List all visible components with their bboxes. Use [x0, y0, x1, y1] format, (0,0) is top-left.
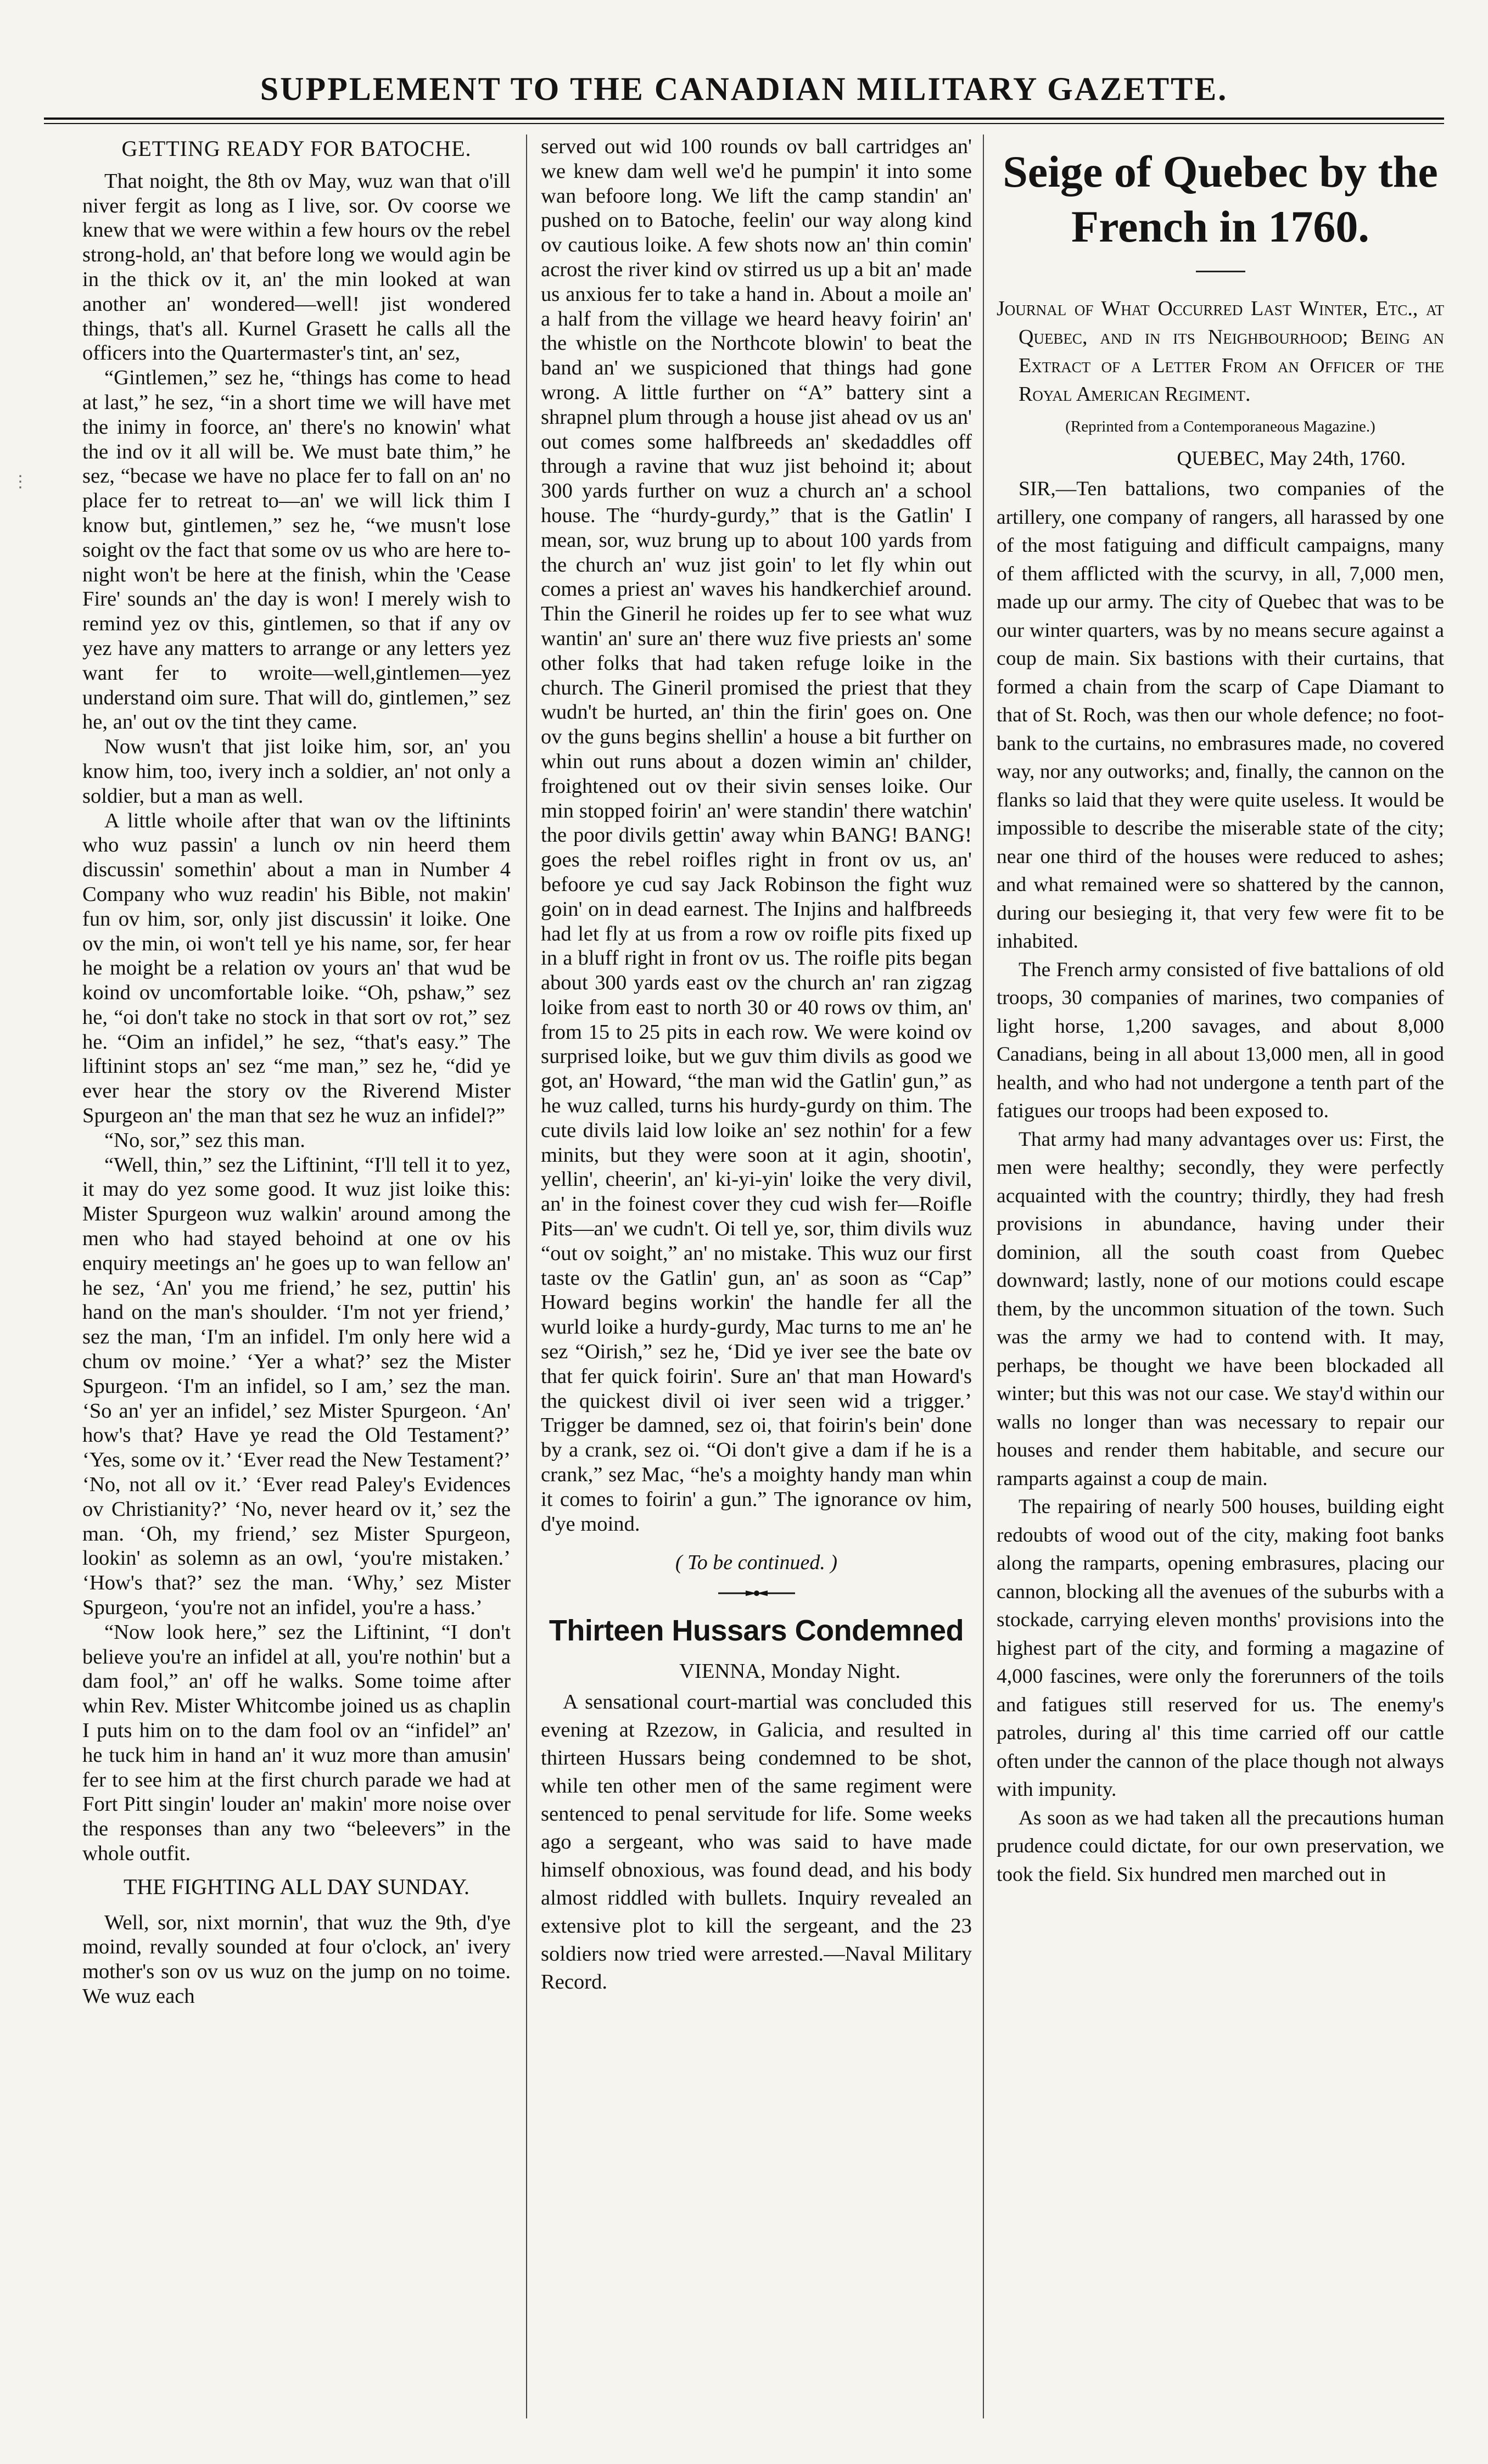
article-title-batoche: GETTING READY FOR BATOCHE. — [121, 136, 472, 161]
paragraph: “No, sor,” sez this man. — [104, 1128, 305, 1152]
column-divider — [526, 135, 527, 2418]
column-3 — [997, 135, 1444, 1889]
paragraph: served out wid 100 rounds ov ball cartridges an' we knew dam well we'd he pumpin' it into some wan befoore long. We lift the camp standin' an' pushed on to Batoche, feelin' our way along kind ov cautious loike. A few shots now an' thin comin' acrost the river kind ov stirred us up a bit an' made us anxious fer to take a hand in. About a moile an' a half from the village we heard heavy foirin' an' the whistle on the Northcote blowin' to beat the band an' we suspicioned that things had gone wrong. A little further on “A” battery sint a shrapnel plum through a house jist ahead ov us an' out comes some halfbreeds an' skedaddles off through a ravine that wuz jist behoind it; about 300 yards further on wuz a church an' a school house. The “hurdy-gurdy,” that is the Gatlin' I mean, sor, wuz brung up to about 100 yards from the church an' wuz jist goin' to let fly whin out comes a priest an' waves his handkerchief around. Thin the Gineril he roides up fer to see what wuz wantin' an' sure an' there wuz five priests an' some other folks that had taken refuge loike in the church. The Gineril promised the priest that they wudn't be hurted, an' thin the firin' goes on. One ov the guns begins shellin' a house a bit further on whin out runs about a dozen wimin an' childer, froightened out ov their sivin senses loike. Our min stopped foirin' an' were standin' there watchin' the poor divils gettin' away whin BANG! BANG! goes the rebel roifles right in front ov us, an' befoore ye cud say Jack Robinson the fight wuz goin' on in dead earnest. The Injins and halfbreeds had let fly at us from a row ov roifle pits fixed up in a bluff right in front ov us. The roifle pits began about 300 yards east ov the church an' ran zigzag loike from east to north 30 or 40 rows ov thim, an' from 15 to 25 pits in each row. We were koind ov surprised loike, but we guv thim divils as good we got, an' Howard, “the man wid the Gatlin' gun,” as he wuz called, turns his hurdy-gurdy on thim. The cute divils laid low loike an' sez nothin' for a few minits, but they were soon at it agin, shootin', yellin', cheerin', an' ki-yi-yin' loike the very divil, an' in the foinest cover they cud wish fer—Roifle Pits—an' we cudn't. Oi tell ye, sor, thim divils wuz “out ov soight,” an' no mistake. This wuz our first taste ov the Gatlin' gun, an' as soon as “Cap” Howard begins workin' the handle fer all the wurld loike a hurdy-gurdy, Mac turns to me an' he sez “Oirish,” sez he, ‘Did ye iver see the bate ov that fer quick foirin'. Sure an' that man Howard's the quickest divil oi iver seen wid a trigger.’ Trigger be damned, sez oi, that foirin's bein' done by a crank, sez oi. “Oi don't give a dam if he is a crank,” sez Mac, “he's a moighty handy man whin it comes to foirin' a gun.” The ignorance ov him, d'ye moind. — [541, 135, 972, 1536]
header-rule — [44, 117, 1444, 120]
column-1 — [82, 135, 511, 2009]
paragraph: A little whoile after that wan ov the liftinints who wuz passin' a lunch ov nin heerd them discussin' somethin' about a man in Number 4 Company who wuz readin' his Bible, not makin' fun ov him, sor, only jist discussin' it loike. One ov the min, oi won't tell ye his name, sor, fer hear he moight be a relation ov yours an' that wud be koind ov uncomfortable loike. “Oh, pshaw,” sez he, “oi don't take no stock in that sort ov rot,” sez he. “Oim an infidel,” he sez, “that's easy.” The liftinint stops an' sez “me man,” sez he, “did ye ever hear the story ov the Riverend Mister Spurgeon an' the man that sez he wuz an infidel?” — [82, 809, 511, 1128]
paragraph: “Well, thin,” sez the Liftinint, “I'll tell it to yez, it may do yez some good. It wuz jist loike this: Mister Spurgeon wuz walkin' around among the men who had stayed behoind at one ov his enquiry meetings an' he goes up to wan fellow an' he sez, ‘An' you me friend,’ he sez, puttin' his hand on the man's shoulder. ‘I'm not yer friend,’ sez the man, ‘I'm an infidel. I'm only here wid a chum ov moine.’ ‘Yer a what?’ sez the Mister Spurgeon. ‘I'm an infidel, so I am,’ sez the man. ‘So an' yer an infidel,’ sez Mister Spurgeon. ‘An' how's that? Have ye read the Old Testament?’ ‘Yes, some ov it.’ ‘Ever read the New Testament?’ ‘No, not all ov it.’ ‘Ever read Paley's Evidences ov Christianity?’ ‘No, never heard ov it,’ sez the man. ‘Oh, my friend,’ sez Mister Spurgeon, lookin' as solemn as an owl, ‘you're mistaken.’ ‘How's that?’ sez the man. ‘Why,’ sez Mister Spurgeon, ‘you're not an infidel, you're a hass.’ — [82, 1153, 511, 1620]
paragraph: The repairing of nearly 500 houses, building eight redoubts of wood out of the city, making foot banks along the ramparts, opening embrasures, placing our cannon, blocking all the avenues of the suburbs with a stockade, carrying eleven months' provisions into the highest part of the city, and forming a magazine of 4,000 fascines, were only the forerunners of the toils and fatigues still reserved for us. The enemy's patroles, during al' this time carried off our cattle often under the cannon of the place though not always with impunity. — [997, 1496, 1444, 1801]
article-title-quebec: Seige of Quebec by the French in 1760. — [1003, 147, 1438, 251]
column-2 — [541, 135, 972, 1996]
paragraph: “Now look here,” sez the Liftinint, “I don't believe you're an infidel at all, you're nothin' but a dam fool,” an' off he walks. Some toime after whin Rev. Mister Whitcombe joined us as chaplin I puts him on to the dam fool ov an “infidel” an' he tuck him in hand an' it wuz more than amusin' fer to see him at the first church parade we had at Fort Pitt singin' louder an' makin' more noise over the responses than any two “beleevers” in the whole outfit. — [82, 1620, 511, 1865]
ornament-divider — [541, 1578, 972, 1603]
paragraph: As soon as we had taken all the precautions human prudence could dictate, for our own preservation, we took the field. Six hundred men marched out in — [997, 1806, 1444, 1886]
paragraph: A sensational court-martial was concluded this evening at Rzezow, in Galicia, and resulted in thirteen Hussars being condemned to be shot, while ten other men of the same regiment were sentenced to penal servitude for life. Some weeks ago a sergeant, who was said to have made himself obnoxious, was found dead, and his body almost riddled with bullets. Inquiry revealed an extensive plot to kill the sergeant, and the 23 soldiers now tried were arrested.—Naval Military Record. — [541, 1690, 972, 1993]
letter-date: QUEBEC, May 24th, 1760. — [1177, 447, 1406, 470]
paragraph: “Gintlemen,” sez he, “things has come to head at last,” he sez, “in a short time we will have met the inimy in foorce, an' there's no knowin' what the ind ov it all will be. We must bate thim,” he sez, “becase we have no place fer to fall on an' no place fer to retreat to—an' we will lick thim I know but, gintlemen,” sez he, “we musn't lose soight ov the fact that some ov us who are here to-night won't be here at the finish, whin the 'Cease Fire' sounds an' the day is won! I merely wish to remind yez ov this, gintlemen, so that if any ov yez have any matters to arrange or any letters yez want fer to wroite—well,gintlemen—yez understand oim sure. That will do, gintlemen,” sez he, an' out ov the tint they came. — [82, 366, 511, 734]
header-rule-thin — [44, 123, 1444, 124]
margin-mark: ⋮ — [12, 473, 29, 491]
dateline: VIENNA, Monday Night. — [679, 1660, 900, 1683]
page-header: SUPPLEMENT TO THE CANADIAN MILITARY GAZETTE. — [260, 71, 1228, 107]
paragraph: SIR,—Ten battalions, two companies of the artillery, one company of rangers, all harassed by one of the most fatiguing and difficult campaigns, many of them afflicted with the scurvy, in all, 7,000 men, made up our army. The city of Quebec that was to be our winter quarters, was by no means secure against a coup de main. Six bastions with their curtains, that formed a chain from the scarp of Cape Diamant to that of St. Roch, was then our whole defence; no foot-bank to the curtains, no embrasures made, no covered way, nor any outworks; and, finally, the cannon on the flanks so laid that they were quite useless. It would be impossible to describe the miserable state of the city; near one third of the houses were reduced to ashes; and what remained were so shattered by the cannon, during our besieging it, that very few were fit to be inhabited. — [997, 478, 1444, 953]
section-title-sunday: THE FIGHTING ALL DAY SUNDAY. — [123, 1874, 470, 1899]
continued-note: ( To be continued. ) — [675, 1551, 838, 1575]
paragraph: Well, sor, nixt mornin', that wuz the 9th, d'ye moind, revally sounded at four o'clock, an' ivery mother's son ov us wuz on the jump on no toime. We wuz each — [82, 1911, 511, 2008]
paragraph: The French army consisted of five battalions of old troops, 30 companies of marines, two companies of light horse, 1,200 savages, and about 8,000 Canadians, being in all about 13,000 men, all in good health, and who had not undergone a tenth part of the fatigues our troops had been exposed to. — [997, 958, 1444, 1122]
title-rule — [1196, 271, 1245, 272]
column-divider — [983, 135, 984, 2418]
article-title-hussars: Thirteen Hussars Condemned — [549, 1614, 964, 1648]
paragraph: That noight, the 8th ov May, wuz wan that o'ill niver fergit as long as I live, sor. Ov coorse we knew that we were within a few hours ov the rebel strong-hold, an' that before long we would agin be in the thick ov it, an' the min looked at wan another an' wondered—well! jist wondered things, that's all. Kurnel Grasett he calls all the officers into the Quartermaster's tint, an' sez, — [82, 169, 511, 365]
journal-subtitle: Journal of What Occurred Last Winter, Etc., at Quebec, and in its Neighbourhood; Being an Extract of a Letter From an Officer of the Royal American Regiment. — [997, 297, 1444, 406]
reprint-note: (Reprinted from a Contemporaneous Magazine.) — [1065, 418, 1375, 435]
paragraph: That army had many advantages over us: First, the men were healthy; secondly, they were perfectly acquainted with the country; thirdly, they had fresh provisions in abundance, having under their dominion, all the south coast from Quebec downward; lastly, none of our motions could escape them, by the uncommon situation of the town. Such was the army we had to contend with. It may, perhaps, be thought we have been blockaded all winter; but this was not our case. We stay'd within our walls no longer than was necessary to repair our houses and render them habitable, and secure our ramparts against a coup de main. — [997, 1128, 1444, 1490]
paragraph: Now wusn't that jist loike him, sor, an' you know him, too, ivery inch a soldier, an' not only a soldier, but a man as well. — [82, 735, 511, 808]
